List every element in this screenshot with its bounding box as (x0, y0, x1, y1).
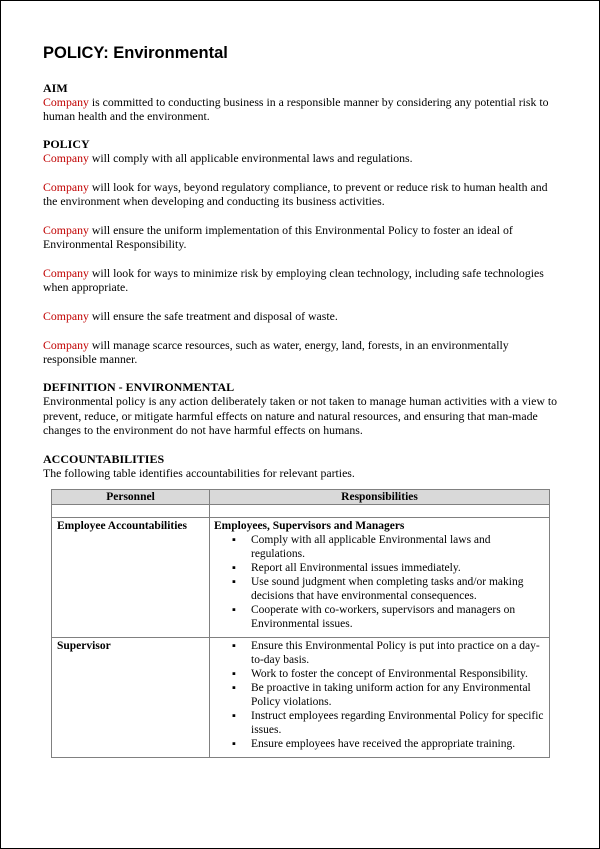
aim-text: Company is committed to conducting business in a responsible manner by considering any potential risk to human health and the environment. (43, 95, 549, 124)
policy-item: Company will ensure the safe treatment and disposal of waste. (43, 308, 338, 323)
responsibility-list (214, 639, 544, 751)
policy-item: Company will look for ways, beyond regulatory compliance, to prevent or reduce risk to human health and the environment when developing and conducting its business activities. (43, 180, 548, 209)
responsibilities-cell (210, 517, 550, 637)
personnel-cell: Employee Accountabilities (52, 517, 210, 637)
table-header-personnel: Personnel (52, 489, 210, 504)
table-spacer-row (52, 504, 550, 517)
table-header-row (52, 489, 550, 504)
aim-heading: AIM (43, 81, 68, 95)
list-item: ▪ Cooperate with co-workers, supervisors and managers on Environmental issues. (214, 603, 544, 631)
company-name: Company (43, 308, 89, 323)
accountabilities-table (51, 489, 550, 758)
page-title: POLICY: Environmental (43, 44, 228, 62)
list-item: ▪ Report all Environmental issues immediately. (214, 561, 544, 575)
company-name: Company (43, 180, 89, 195)
responsibilities-cell (210, 637, 550, 757)
list-item: ▪ Use sound judgment when completing tasks and/or making decisions that have environmental consequences. (214, 575, 544, 603)
list-item: ▪ Instruct employees regarding Environmental Policy for specific issues. (214, 709, 544, 737)
table-row (52, 517, 550, 637)
list-item: ▪ Work to foster the concept of Environmental Responsibility. (214, 667, 544, 681)
policy-item: Company will manage scarce resources, such as water, energy, land, forests, in an environmentally responsible manner. (43, 337, 509, 366)
accountabilities-heading: ACCOUNTABILITIES (43, 451, 165, 466)
definition-text: Environmental policy is any action deliberately taken or not taken to manage human activities with a view to prevent, reduce, or mitigate harmful effects on nature and natural resources, and ensuring that man-made changes to the environment do not have harmful effects on humans. (43, 394, 557, 437)
policy-item: Company will look for ways to minimize risk by employing clean technology, including safe technologies when appropriate. (43, 265, 544, 295)
accountabilities-intro: The following table identifies accountabilities for relevant parties. (43, 465, 355, 480)
list-item: ▪ Ensure this Environmental Policy is put into practice on a day-to-day basis. (214, 639, 544, 667)
company-name: Company (43, 337, 89, 352)
list-item: ▪ Be proactive in taking uniform action for any Environmental Policy violations. (214, 681, 544, 709)
responsibility-group-title: Employees, Supervisors and Managers (214, 519, 405, 532)
document-content (43, 43, 561, 758)
table-header-responsibilities: Responsibilities (210, 489, 550, 504)
policy-item: Company will ensure the uniform implementation of this Environmental Policy to foster an ideal of Environmental Responsibility. (43, 223, 513, 252)
table-row (52, 637, 550, 757)
company-name: Company (43, 265, 89, 280)
company-name: Company (43, 223, 89, 238)
list-item: ▪ Ensure employees have received the appropriate training. (214, 737, 544, 751)
definition-heading: DEFINITION - ENVIRONMENTAL (43, 380, 235, 395)
policy-item: Company will comply with all applicable environmental laws and regulations. (43, 151, 413, 166)
responsibility-list (214, 533, 544, 631)
policy-heading: POLICY (43, 137, 90, 152)
personnel-cell: Supervisor (52, 637, 210, 757)
company-name: Company (43, 95, 89, 109)
list-item: ▪ Comply with all applicable Environmental laws and regulations. (214, 533, 544, 561)
company-name: Company (43, 151, 89, 166)
